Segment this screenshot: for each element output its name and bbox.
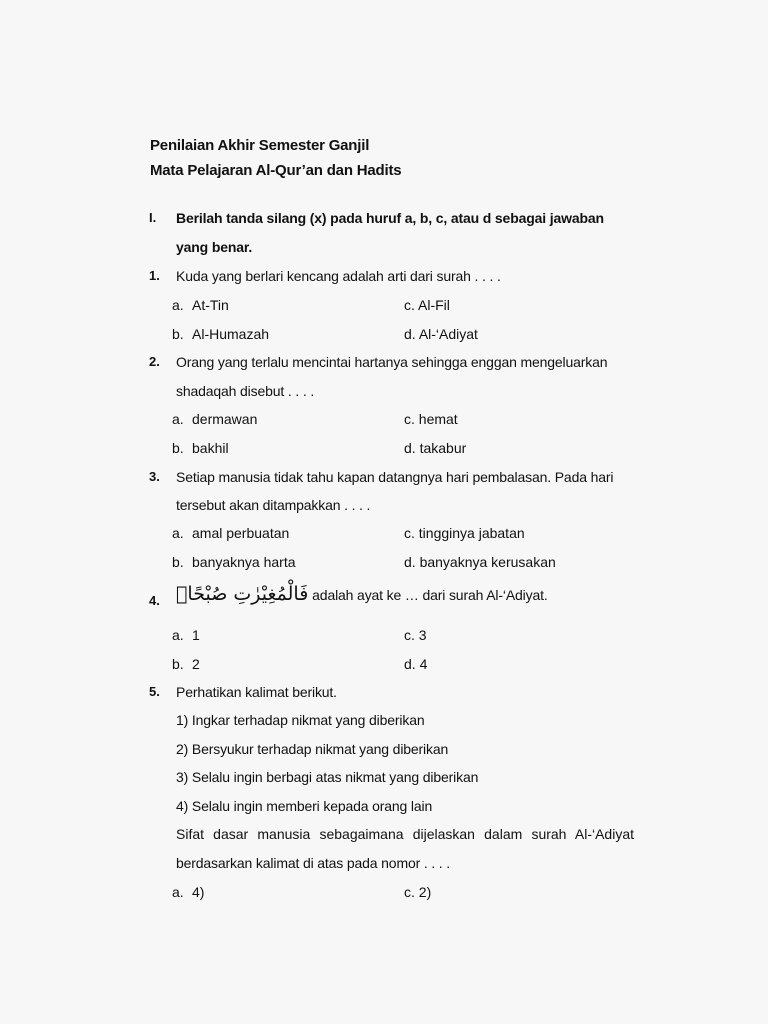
- question-text: Setiap manusia tidak tahu kapan datangnya hari pembalasan. Pada hari: [176, 469, 614, 485]
- question-number: 3.: [149, 469, 160, 484]
- option-text: Al-Fil: [418, 297, 450, 313]
- option-c: [404, 884, 431, 900]
- question-number: 2.: [149, 354, 160, 369]
- option-b: [172, 326, 269, 342]
- question-text: shadaqah disebut . . . .: [176, 383, 315, 399]
- option-letter: d.: [404, 440, 416, 456]
- option-letter: a.: [172, 884, 184, 900]
- option-text: 4: [419, 656, 428, 672]
- option-letter: a.: [172, 297, 184, 313]
- option-text: Al-‘Adiyat: [418, 326, 478, 342]
- statement-item: 1) Ingkar terhadap nikmat yang diberikan: [176, 712, 425, 728]
- option-text: dermawan: [192, 411, 258, 427]
- question-number: 1.: [149, 268, 160, 283]
- question-text: Orang yang terlalu mencintai hartanya sehingga enggan mengeluarkan: [176, 354, 608, 370]
- option-b: [172, 440, 229, 456]
- question-number: 4.: [149, 593, 160, 608]
- option-d: [404, 656, 427, 672]
- option-a: [172, 627, 200, 643]
- option-letter: d.: [404, 656, 416, 672]
- option-text: 2: [192, 656, 200, 672]
- question-text: tersebut akan ditampakkan . . . .: [176, 497, 371, 513]
- option-a: [172, 411, 257, 427]
- option-c: [404, 297, 450, 313]
- option-b: [172, 554, 296, 570]
- option-letter: b.: [172, 326, 184, 342]
- option-d: [404, 554, 556, 570]
- option-text: bakhil: [192, 440, 229, 456]
- option-text: At-Tin: [192, 297, 229, 313]
- option-b: [172, 656, 200, 672]
- question-text-tail: adalah ayat ke … dari surah Al-‘Adiyat.: [312, 587, 548, 603]
- option-letter: c.: [404, 297, 415, 313]
- option-text: banyaknya harta: [192, 554, 296, 570]
- option-letter: c.: [404, 411, 415, 427]
- question-text: Sifat dasar manusia sebagaimana dijelaskan dalam surah Al-‘Adiyat: [176, 826, 634, 842]
- option-a: [172, 525, 289, 541]
- option-text: 4): [192, 884, 205, 900]
- option-text: 3: [418, 627, 427, 643]
- option-text: 1: [192, 627, 200, 643]
- option-text: Al-Humazah: [192, 326, 270, 342]
- option-letter: c.: [404, 627, 415, 643]
- exam-title: Penilaian Akhir Semester Ganjil: [150, 137, 370, 154]
- option-text: hemat: [418, 411, 458, 427]
- option-letter: c.: [404, 884, 415, 900]
- option-d: [404, 440, 466, 456]
- section-instruction-line1: Berilah tanda silang (x) pada huruf a, b, c, atau d sebagai jawaban: [176, 210, 604, 226]
- option-d: [404, 326, 478, 342]
- option-c: [404, 627, 427, 643]
- section-numeral: I.: [149, 210, 157, 225]
- question-text: [176, 583, 548, 605]
- option-letter: d.: [404, 554, 416, 570]
- question-text: berdasarkan kalimat di atas pada nomor . . . .: [176, 855, 451, 871]
- option-letter: b.: [172, 656, 184, 672]
- option-text: banyaknya kerusakan: [419, 554, 556, 570]
- option-c: [404, 525, 525, 541]
- option-letter: b.: [172, 440, 184, 456]
- subject-title: Mata Pelajaran Al-Qur’an dan Hadits: [150, 162, 402, 179]
- option-c: [404, 411, 458, 427]
- option-letter: c.: [404, 525, 415, 541]
- option-letter: b.: [172, 554, 184, 570]
- option-letter: a.: [172, 627, 184, 643]
- question-text: Perhatikan kalimat berikut.: [176, 684, 337, 700]
- option-letter: a.: [172, 525, 184, 541]
- statement-item: 3) Selalu ingin berbagi atas nikmat yang diberikan: [176, 769, 479, 785]
- arabic-verse: فَالْمُغِيْرٰتِ صُبْحًاۙ: [176, 583, 309, 605]
- exam-header: [150, 133, 401, 183]
- option-text: 2): [418, 884, 432, 900]
- option-letter: d.: [404, 326, 416, 342]
- section-instruction-line2: yang benar.: [176, 239, 253, 255]
- option-text: tingginya jabatan: [418, 525, 525, 541]
- option-text: amal perbuatan: [192, 525, 290, 541]
- question-number: 5.: [149, 684, 160, 699]
- question-text: Kuda yang berlari kencang adalah arti dari surah . . . .: [176, 268, 501, 284]
- statement-item: 4) Selalu ingin memberi kepada orang lain: [176, 798, 433, 814]
- option-letter: a.: [172, 411, 184, 427]
- statement-item: 2) Bersyukur terhadap nikmat yang diberikan: [176, 741, 449, 757]
- option-a: [172, 297, 229, 313]
- option-text: takabur: [419, 440, 467, 456]
- option-a: [172, 884, 204, 900]
